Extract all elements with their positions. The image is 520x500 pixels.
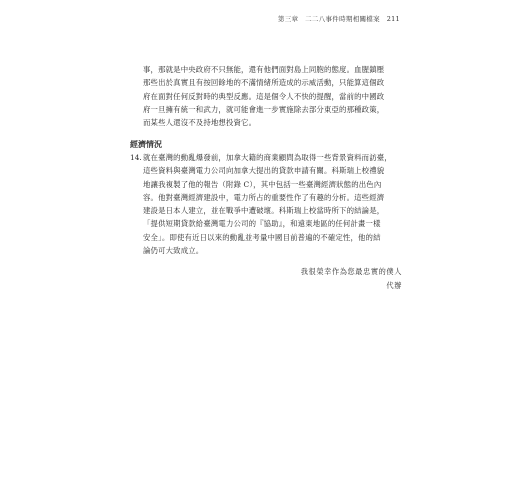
text-line: 「提供短期貸款給臺灣電力公司的『協助』，和遠東地區的任何計畫一樣 xyxy=(143,219,381,229)
paragraph-item-14 xyxy=(143,151,403,257)
item-number: 14. xyxy=(130,153,142,162)
page-header: 第三章 二二八事件時期相關檔案 211 xyxy=(277,15,400,23)
text-line: 就在臺灣的動亂爆發前，加拿大籍的商業顧問為取得一些背景資料而訪臺， xyxy=(143,153,392,162)
text-line: 府一旦擁有統一和武力，就可能會進一步實施除去部分東亞的那種政策， xyxy=(143,104,385,114)
text-line: 建設是日本人建立，並在戰爭中遭破壞。科斯瑞上校當時所下的結論是， xyxy=(143,206,385,216)
text-line: 地讓我複製了他的報告（附錄 C），其中包括一些臺灣經濟狀態的出色內 xyxy=(143,179,382,189)
paragraph-top xyxy=(143,63,403,129)
text-line: 容。他對臺灣經濟建設中，電力所占的重要性作了有趣的分析。這些經濟 xyxy=(143,192,385,202)
text-line: 論仍可大致成立。 xyxy=(143,246,204,256)
text-line: 事，那就是中央政府不只無能，還有他們面對島上同胞的態度。血腥鎮壓 xyxy=(143,65,385,74)
text-line: 安全」。即使有近日以來的動亂並考量中國目前普遍的不確定性，他的結 xyxy=(143,232,381,242)
text-line: 那些出於真實且有按回餘地的不滿情緒所造成的示威活動，只能算這個政 xyxy=(143,78,385,88)
closing-line: 我很榮幸作為您最忠實的僕人 xyxy=(300,267,402,276)
signature: 代辦 xyxy=(386,281,402,290)
text-line: 府在面對任何反對時的典型反應。這是個令人不快的提醒，當前的中國政 xyxy=(143,91,385,101)
text-line: 而某些人還沒不及持地想投資它。 xyxy=(143,118,257,128)
section-heading: 經濟情況 xyxy=(130,139,162,149)
text-line: 這些資料與臺灣電力公司向加拿大提出的貸款申請有關。科斯瑞上校禮貌 xyxy=(143,166,385,176)
